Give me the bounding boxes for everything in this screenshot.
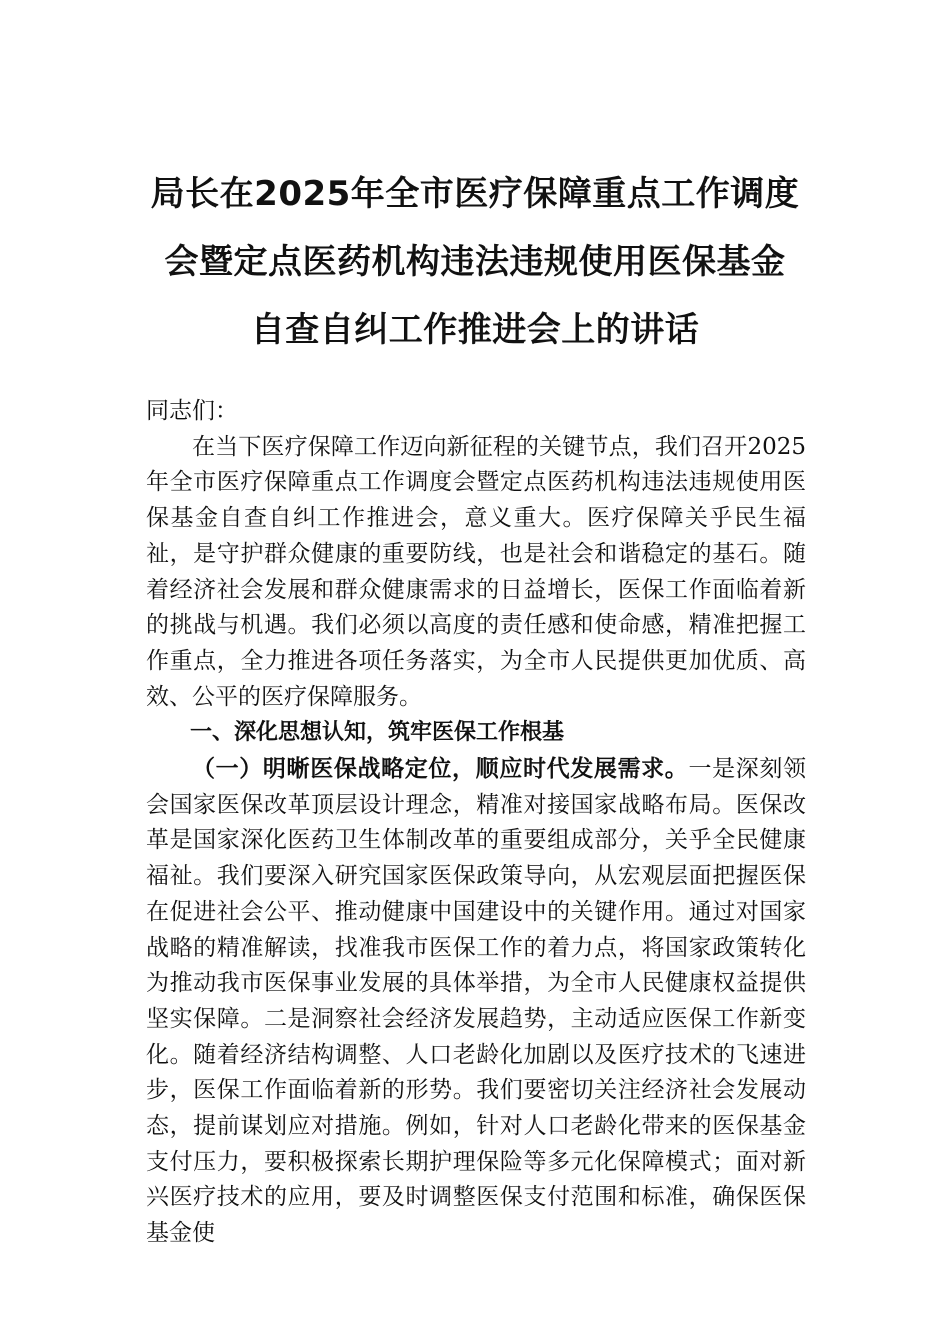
subsection-body: 一是深刻领会国家医保改革顶层设计理念，精准对接国家战略布局。医保改革是国家深化医药卫生体制改革的重要组成部分，关乎全民健康福祉。我们要深入研究国家医保政策导向，从宏观层面把握医保在促进社会公平、推动健康中国建设中的关键作用。通过对国家战略的精准解读，找准我市医保工作的着力点，将国家政策转化为推动我市医保事业发展的具体举措，为全市人民健康权益提供坚实保障。二是洞察社会经济发展趋势，主动适应医保工作新变化。随着经济结构调整、人口老龄化加剧以及医疗技术的飞速进步，医保工作面临着新的形势。我们要密切关注经济社会发展动态，提前谋划应对措施。例如，针对人口老龄化带来的医保基金支付压力，要积极探索长期护理保险等多元化保障模式；面对新兴医疗技术的应用，要及时调整医保支付范围和标准，确保医保基金使 xyxy=(146,756,807,1247)
document-body xyxy=(146,394,806,1252)
salutation: 同志们： xyxy=(146,398,238,424)
title-line-3: 自查自纠工作推进会上的讲话 xyxy=(250,310,700,350)
subsection-paragraph-1 xyxy=(146,751,806,1252)
section-heading-1: 一、深化思想认知，筑牢医保工作根基 xyxy=(190,720,565,746)
title-line-2: 会暨定点医药机构违法违规使用医保基金 xyxy=(164,242,786,282)
subsection-lead: （一）明晰医保战略定位，顺应时代发展需求。 xyxy=(192,755,689,783)
intro-paragraph: 在当下医疗保障工作迈向新征程的关键节点，我们召开2025年全市医疗保障重点工作调度会暨定点医药机构违法违规使用医保基金自查自纠工作推进会，意义重大。医疗保障关乎民生福祉，是守护群众健康的重要防线，也是社会和谐稳定的基石。随着经济社会发展和群众健康需求的日益增长，医保工作面临着新的挑战与机遇。我们必须以高度的责任感和使命感，精准把握工作重点，全力推进各项任务落实，为全市人民提供更加优质、高效、公平的医疗保障服务。 xyxy=(146,433,806,710)
title-line-1: 局长在2025年全市医疗保障重点工作调度 xyxy=(150,174,800,214)
document-title xyxy=(130,160,820,364)
